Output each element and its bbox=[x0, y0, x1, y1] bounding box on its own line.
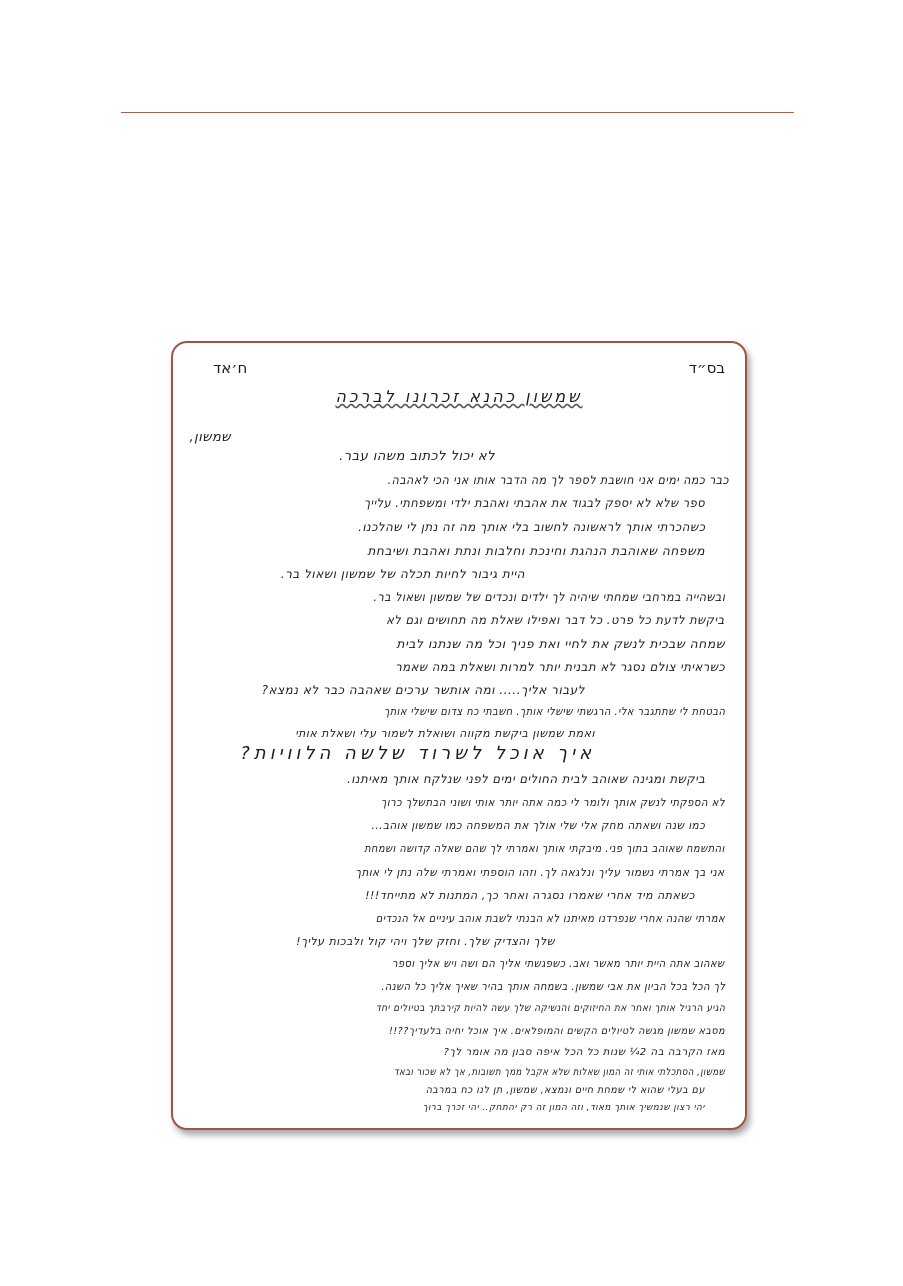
letter-line: כשאתה מיד אחרי שאמרו נסגרה ואחר כך, המתנות לא מתייחד!!! bbox=[365, 889, 695, 902]
letter-line: איך אוכל לשרוד שלשה הלוויות? bbox=[240, 743, 595, 764]
letter-title-text: שמשון כהנא זכרונו לברכה bbox=[335, 387, 583, 406]
letter-line: הגיע הרגיל אותך ואחר את החיזוקים והנשיקה שלך עשה להיות קירבתך בטיולים יחד bbox=[375, 1003, 725, 1014]
letter-line: ביקשת ומגינה שאוהב לבית החולים ימים לפני שנלקח אותך מאיתנו. bbox=[346, 772, 705, 786]
letter-line: שמשון, הסתכלתי אותי זה המון שאלות שלא אקבל ממך תשובות, אך לא שכור ובאד bbox=[393, 1067, 725, 1078]
letter-line: שלך והצדיק שלך. וחזק שלך ויהי קול ולבכות עליך! bbox=[296, 935, 555, 948]
letter-line: כמו שנה ושאתה מחק אלי שלי אולך את המשפחה כמו שמשון אוהב... bbox=[371, 819, 705, 832]
letter-line: כשהכרתי אותך לראשונה לחשוב בלי אותך מה זה נתן לי שהלכנו. bbox=[357, 520, 705, 534]
letter-header-date: ח׳אד bbox=[213, 359, 248, 377]
letter-line: כבר כמה ימים אני חושבת לספר לך מה הדבר אותו אני הכי לאהבה. bbox=[387, 473, 729, 487]
letter-line: אני בך אמרתי נשמור עליך ונלגאה לך. וזהו הוספתי ואמרתי שלה נתן לי אותך bbox=[355, 866, 725, 879]
letter-line: והתשמח שאוהב בתוך פני. מיבקתי אותך ואמרתי לך שהם שאלה קדושה ושמחת bbox=[364, 842, 725, 855]
letter-line: משפחה שאוהבת הנהגת וחינכת וחלבות ונתת ואהבת ושיבחת bbox=[367, 544, 705, 558]
letter-line: שאהוב אתה היית יותר מאשר ואב. כשפגשתי אליך הם ושה ויש אליך וספר bbox=[392, 957, 725, 970]
letter-line: שמשון, bbox=[189, 430, 231, 445]
letter-line: אמרתי שהנה אחרי שנפרדנו מאיתנו לא הבנתי לשבת אוהב עיניים אל הנכדים bbox=[375, 912, 725, 925]
letter-line: לא הספקתי לנשק אותך ולומר לי כמה אתה יותר אותי ושוני הבתשלך כרוך bbox=[380, 796, 725, 809]
letter-line: כשראיתי צולם נסגר לא תבנית יותר למרות ושאלת במה שאמר bbox=[395, 660, 725, 674]
letter-line: היית גיבור לחיות תכלה של שמשון ושאול בר. bbox=[280, 567, 525, 581]
letter-line: עם בעלי שהוא לי שמחת חיים ונמצא, שמשון, תן לנו כח במרבה bbox=[425, 1085, 705, 1096]
letter-line: שמחה שבכית לנשק את לחיי ואת פניך וכל מה שנתנו לבית bbox=[396, 637, 725, 651]
letter-line: ביקשת לדעת כל פרט. כל דבר ואפילו שאלת מה תחושים וגם לא bbox=[386, 613, 725, 627]
letter-header-bsd: בס״ד bbox=[688, 359, 725, 377]
letter-line: יהי רצון שנמשיך אותך מאוד, וזה המון זה רק יהתחק.. יהי זכרך ברוך bbox=[422, 1103, 705, 1113]
header-rule bbox=[121, 112, 794, 113]
letter-line: ובשהייה במרחבי שמחתי שיהיה לך ילדים ונכדים של שמשון ושאול בר. bbox=[373, 590, 725, 604]
letter-line: ואמת שמשון ביקשת מקווה ושואלת לשמור עלי ושאלת אותי bbox=[295, 727, 595, 740]
letter-line: מסבא שמשון מגשה לטיולים הקשים והמופלאים. איך אוכל יחיה בלעדיך??!! bbox=[388, 1026, 725, 1037]
letter-line: מאז הקרבה בה 2¼ שנות כל הכל איפה סבון מה אומר לך? bbox=[443, 1047, 725, 1058]
letter-frame bbox=[171, 341, 747, 1130]
letter-line: לך הכל בכל הביון את אבי שמשון. בשמחה אותך בהיר שאיך אליך כל השנה. bbox=[380, 980, 725, 993]
letter-line: לא יכול לכתוב משהו עבר. bbox=[339, 449, 495, 464]
letter-title bbox=[173, 387, 745, 406]
letter-line: לעבור אליך..... ומה אותשר ערכים שאהבה כבר לא נמצא? bbox=[261, 683, 585, 697]
letter-line: הבטחת לי שתתגבר אלי. הרגשתי שישלי אותך. חשבתי כח צדום שישלי אותך bbox=[383, 705, 725, 718]
letter-line: ספר שלא לא יספק לבגוד את אהבתי ואהבת ילדי ומשפחתי. עלייך bbox=[363, 496, 705, 510]
